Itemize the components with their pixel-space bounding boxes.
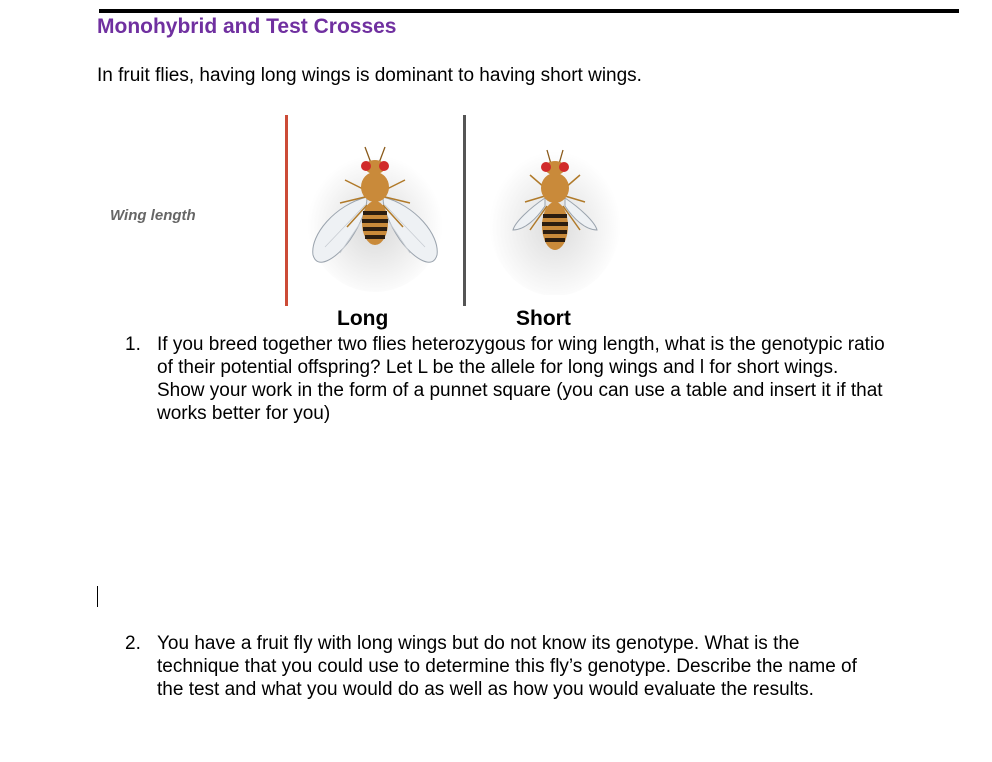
question-1-number: 1. bbox=[125, 334, 141, 355]
question-2-number: 2. bbox=[125, 633, 141, 654]
short-divider-bar bbox=[463, 115, 466, 306]
page-title: Monohybrid and Test Crosses bbox=[97, 15, 397, 38]
wing-length-figure bbox=[100, 110, 640, 340]
short-caption: Short bbox=[516, 307, 571, 330]
long-caption: Long bbox=[337, 307, 389, 330]
intro-paragraph: In fruit flies, having long wings is dominant to having short wings. bbox=[97, 65, 642, 86]
text-cursor[interactable] bbox=[97, 586, 98, 607]
long-divider-bar bbox=[285, 115, 288, 306]
question-2 bbox=[125, 632, 887, 701]
header-rule bbox=[99, 9, 959, 13]
short-wing-fly-image bbox=[485, 130, 625, 295]
wing-length-label: Wing length bbox=[110, 207, 196, 224]
question-1 bbox=[125, 333, 887, 425]
long-wing-fly-image bbox=[305, 135, 445, 295]
question-1-text: If you breed together two flies heterozygous for wing length, what is the genotypic ratio of their potential offspring? Let L be the allele for long wings and l for short wings. Show your work in the form of a punnet square (you can use a table and insert it if that works better for you) bbox=[157, 334, 885, 424]
question-2-text: You have a fruit fly with long wings but do not know its genotype. What is the technique that you could use to determine this fly’s genotype. Describe the name of the test and what you would do as well as how you would evaluate the results. bbox=[157, 633, 857, 700]
